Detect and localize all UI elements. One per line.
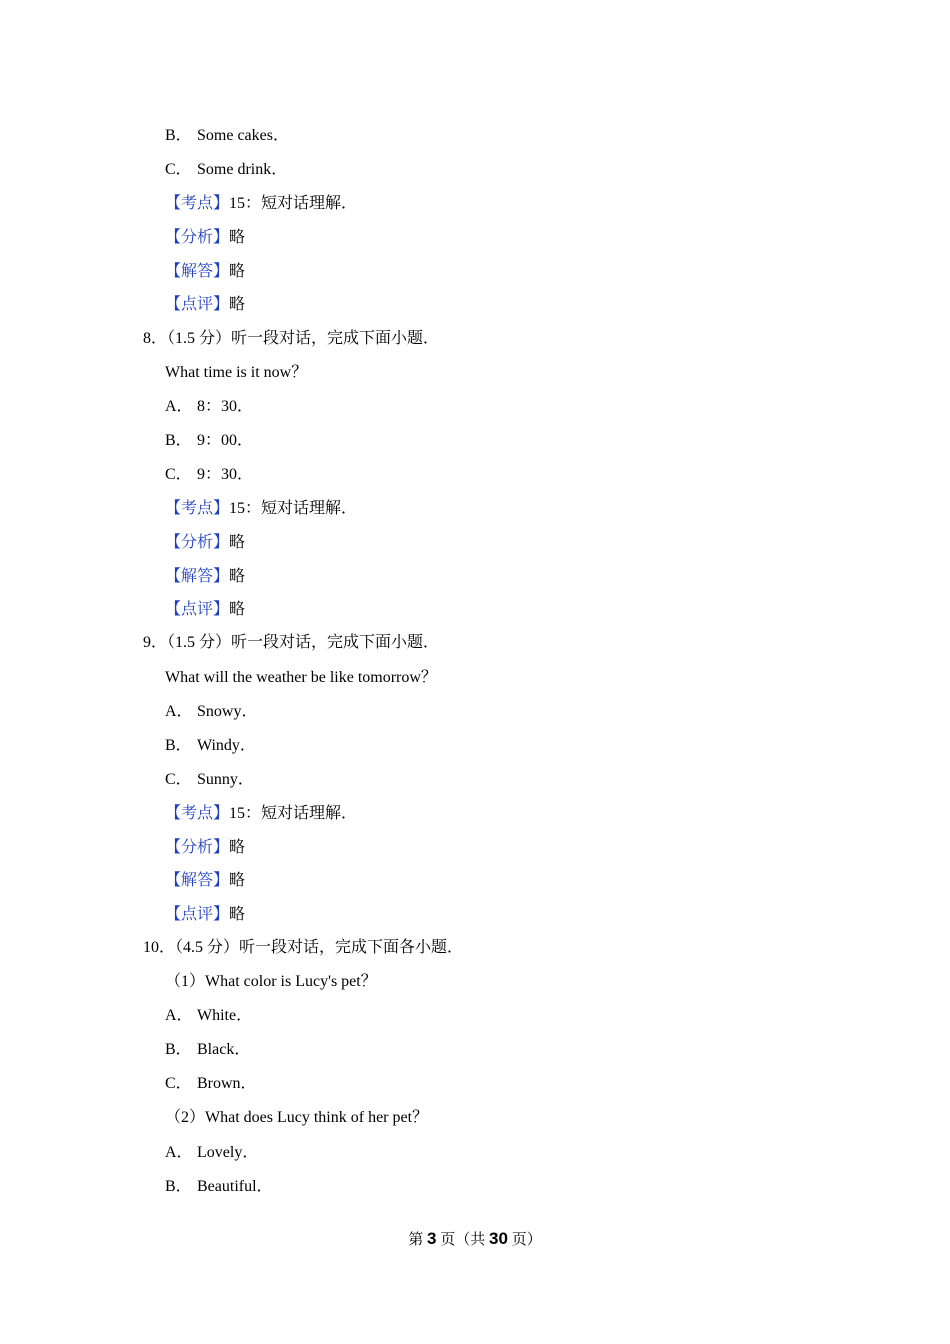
q7-dianping bbox=[165, 295, 245, 315]
q10-sub1-option-c bbox=[165, 1074, 257, 1094]
q10-sub2-option-a bbox=[165, 1143, 258, 1163]
option-letter: B． bbox=[165, 1041, 192, 1058]
q8-header: 8．（1.5 分）听一段对话，完成下面小题． bbox=[143, 330, 440, 347]
jieda-tag: 【解答】 bbox=[165, 568, 230, 585]
footer-post: 页） bbox=[507, 1232, 542, 1248]
option-text: Some cakes． bbox=[197, 127, 289, 144]
option-text: 8：30． bbox=[197, 398, 254, 415]
q8-option-c bbox=[165, 465, 253, 485]
q10-sub2-option-b bbox=[165, 1177, 273, 1197]
option-letter: B． bbox=[165, 737, 192, 754]
jieda-text: 略 bbox=[229, 872, 246, 889]
jieda-tag: 【解答】 bbox=[165, 263, 230, 280]
q7-fenxi bbox=[165, 228, 245, 248]
kaodian-text: 15：短对话理解． bbox=[229, 805, 358, 822]
q9-question: What will the weather be like tomorrow？ bbox=[165, 669, 437, 686]
dianping-text: 略 bbox=[229, 906, 246, 923]
dianping-text: 略 bbox=[229, 601, 246, 618]
q10-header: 10．（4.5 分）听一段对话，完成下面各小题． bbox=[143, 939, 464, 956]
fenxi-tag: 【分析】 bbox=[165, 229, 230, 246]
footer-page-number: 3 bbox=[427, 1229, 437, 1248]
option-text: Brown． bbox=[197, 1075, 257, 1092]
footer-total-pages: 30 bbox=[489, 1229, 508, 1248]
option-text: 9：30． bbox=[197, 466, 254, 483]
option-text: Black． bbox=[197, 1041, 251, 1058]
q8-dianping bbox=[165, 600, 245, 620]
option-text: Snowy． bbox=[197, 703, 258, 720]
fenxi-text: 略 bbox=[229, 229, 246, 246]
q9-jieda bbox=[165, 871, 245, 891]
q9-kaodian bbox=[165, 804, 357, 824]
option-letter: A． bbox=[165, 1144, 193, 1161]
option-text: Beautiful． bbox=[197, 1178, 273, 1195]
option-letter: B． bbox=[165, 127, 192, 144]
fenxi-tag: 【分析】 bbox=[165, 534, 230, 551]
fenxi-text: 略 bbox=[229, 839, 246, 856]
q8-option-b bbox=[165, 431, 253, 451]
q8-kaodian bbox=[165, 499, 357, 519]
dianping-tag: 【点评】 bbox=[165, 906, 230, 923]
kaodian-text: 15：短对话理解． bbox=[229, 195, 358, 212]
q7-kaodian bbox=[165, 194, 357, 214]
q9-fenxi bbox=[165, 838, 245, 858]
option-letter: A． bbox=[165, 703, 193, 720]
footer-pre: 第 bbox=[408, 1232, 428, 1248]
kaodian-tag: 【考点】 bbox=[165, 500, 230, 517]
dianping-tag: 【点评】 bbox=[165, 296, 230, 313]
q7-jieda bbox=[165, 262, 245, 282]
fenxi-tag: 【分析】 bbox=[165, 839, 230, 856]
q8-question: What time is it now？ bbox=[165, 364, 308, 381]
option-letter: C． bbox=[165, 466, 192, 483]
q10-sub1-option-a bbox=[165, 1006, 252, 1026]
q7-option-b bbox=[165, 126, 289, 146]
q10-sub1-option-b bbox=[165, 1040, 250, 1060]
option-letter: C． bbox=[165, 1075, 192, 1092]
q9-option-a bbox=[165, 702, 257, 722]
q9-dianping bbox=[165, 905, 245, 925]
q9-option-c bbox=[165, 770, 254, 790]
kaodian-text: 15：短对话理解． bbox=[229, 500, 358, 517]
option-text: Some drink． bbox=[197, 161, 288, 178]
fenxi-text: 略 bbox=[229, 534, 246, 551]
option-text: 9：00． bbox=[197, 432, 254, 449]
page-footer bbox=[0, 1229, 950, 1250]
jieda-text: 略 bbox=[229, 263, 246, 280]
option-text: Sunny． bbox=[197, 771, 254, 788]
jieda-text: 略 bbox=[229, 568, 246, 585]
q10-sub1-question: （1）What color is Lucy's pet？ bbox=[165, 973, 377, 990]
dianping-tag: 【点评】 bbox=[165, 601, 230, 618]
q7-option-c bbox=[165, 160, 287, 180]
kaodian-tag: 【考点】 bbox=[165, 805, 230, 822]
q10-sub2-question: （2）What does Lucy think of her pet？ bbox=[165, 1109, 429, 1126]
q9-header: 9．（1.5 分）听一段对话，完成下面小题． bbox=[143, 634, 440, 651]
option-text: White． bbox=[197, 1007, 253, 1024]
option-letter: A． bbox=[165, 1007, 193, 1024]
q9-option-b bbox=[165, 736, 256, 756]
kaodian-tag: 【考点】 bbox=[165, 195, 230, 212]
option-letter: C． bbox=[165, 771, 192, 788]
option-letter: B． bbox=[165, 432, 192, 449]
q8-option-a bbox=[165, 397, 253, 417]
option-text: Lovely． bbox=[197, 1144, 259, 1161]
option-letter: B． bbox=[165, 1178, 192, 1195]
footer-mid: 页（共 bbox=[436, 1232, 490, 1248]
option-letter: C． bbox=[165, 161, 192, 178]
jieda-tag: 【解答】 bbox=[165, 872, 230, 889]
dianping-text: 略 bbox=[229, 296, 246, 313]
option-letter: A． bbox=[165, 398, 193, 415]
option-text: Windy． bbox=[197, 737, 256, 754]
q8-fenxi bbox=[165, 533, 245, 553]
q8-jieda bbox=[165, 567, 245, 587]
